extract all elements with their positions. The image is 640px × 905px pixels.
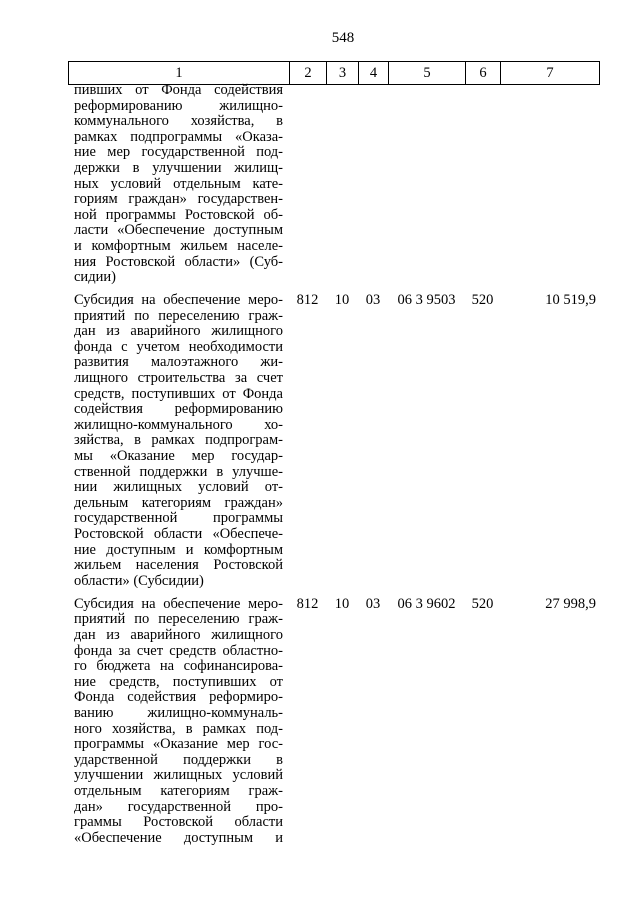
cell-ministry-code: 812 bbox=[296, 292, 319, 309]
description-line: развития малоэтажного жи- bbox=[74, 354, 283, 371]
description-line: ние мер государственной под- bbox=[74, 144, 283, 161]
cell-section: 10 bbox=[334, 292, 350, 309]
description-line: мы «Оказание мер государ- bbox=[74, 448, 283, 465]
description-line: нии жилищных условий от- bbox=[74, 479, 283, 496]
description-line: ственной поддержки в улучше- bbox=[74, 463, 283, 480]
description-line: Субсидия на обеспечение меро- bbox=[74, 595, 283, 612]
description-line: ние доступным и комфортным bbox=[74, 541, 283, 558]
row-description bbox=[68, 83, 289, 286]
column-header-3: 3 bbox=[326, 62, 358, 84]
description-line: ных условий отдельным кате- bbox=[74, 175, 283, 192]
description-line: приятий по переселению граж- bbox=[74, 307, 283, 324]
column-header-7: 7 bbox=[500, 62, 600, 84]
cell-expense-type bbox=[465, 83, 500, 286]
description-line: граммы Ростовской области bbox=[74, 814, 283, 831]
cell-ministry-code bbox=[289, 83, 326, 286]
cell-amount: 27 998,9 bbox=[545, 595, 596, 612]
description-line: области» (Субсидии) bbox=[74, 572, 204, 589]
table-row bbox=[68, 597, 600, 847]
description-line: содействия реформированию bbox=[74, 401, 283, 418]
description-line: рамках подпрограммы «Оказа- bbox=[74, 128, 283, 145]
column-header-2: 2 bbox=[289, 62, 326, 84]
description-line: реформированию жилищно- bbox=[74, 97, 283, 114]
column-header-5: 5 bbox=[388, 62, 465, 84]
description-line: ной программы Ростовской об- bbox=[74, 206, 283, 223]
description-line: го бюджета на софинансирова- bbox=[74, 658, 283, 675]
description-line: отдельным категориям граж- bbox=[74, 782, 283, 799]
row-description bbox=[68, 597, 289, 847]
description-line: ние средств, поступивших от bbox=[74, 673, 283, 690]
cell-expense-type: 520 bbox=[471, 292, 494, 309]
description-line: дан» государственной про- bbox=[74, 798, 283, 815]
description-line: программы «Оказание мер гос- bbox=[74, 736, 283, 753]
cell-section: 10 bbox=[334, 595, 350, 612]
description-line: ного хозяйства, в рамках под- bbox=[74, 720, 283, 737]
description-line: средств, поступивших от Фонда bbox=[74, 385, 283, 402]
description-line: пивших от Фонда содействия bbox=[74, 82, 283, 98]
column-header-1: 1 bbox=[68, 62, 289, 84]
description-line: приятий по переселению граж- bbox=[74, 611, 283, 628]
cell-target-item: 06 3 9503 bbox=[397, 292, 456, 309]
cell-amount bbox=[500, 83, 600, 286]
description-line: и комфортным жильем населе- bbox=[74, 237, 283, 254]
description-line: улучшении жилищных условий bbox=[74, 767, 283, 784]
description-line: жильем населения Ростовской bbox=[74, 557, 283, 574]
cell-ministry-code: 812 bbox=[296, 595, 319, 612]
description-line: ударственной поддержки в bbox=[74, 751, 283, 768]
description-line: ния Ростовской области» (Суб- bbox=[74, 253, 283, 270]
row-description bbox=[68, 293, 289, 589]
description-line: дельным категориям граждан» bbox=[74, 494, 283, 511]
description-line: дан из аварийного жилищного bbox=[74, 323, 283, 340]
description-line: гориям граждан» государствен- bbox=[74, 191, 283, 208]
description-line: фонда за счет средств областно- bbox=[74, 642, 283, 659]
description-line: Ростовской области «Обеспече- bbox=[74, 526, 283, 543]
cell-subsection: 03 bbox=[365, 292, 381, 309]
table-row bbox=[68, 83, 600, 286]
page-number: 548 bbox=[331, 30, 355, 46]
description-line: государственной программы bbox=[74, 510, 283, 527]
cell-section bbox=[326, 83, 358, 286]
description-line: ванию жилищно-коммуналь- bbox=[74, 704, 283, 721]
description-line: коммунального хозяйства, в bbox=[74, 113, 283, 130]
cell-subsection bbox=[358, 83, 388, 286]
description-line: зяйства, в рамках подпрограм- bbox=[74, 432, 283, 449]
table-body bbox=[68, 83, 600, 854]
cell-amount: 10 519,9 bbox=[545, 292, 596, 309]
description-line: сидии) bbox=[74, 269, 116, 286]
description-line: Субсидия на обеспечение меро- bbox=[74, 292, 283, 309]
description-line: фонда с учетом необходимости bbox=[74, 338, 283, 355]
table-row bbox=[68, 293, 600, 589]
description-line: «Обеспечение доступным и bbox=[74, 829, 283, 846]
cell-target-item bbox=[388, 83, 465, 286]
description-line: дан из аварийного жилищного bbox=[74, 626, 283, 643]
cell-target-item: 06 3 9602 bbox=[397, 595, 456, 612]
cell-subsection: 03 bbox=[365, 595, 381, 612]
column-header-4: 4 bbox=[358, 62, 388, 84]
column-header-6: 6 bbox=[465, 62, 500, 84]
description-line: держки в улучшении жилищ- bbox=[74, 159, 283, 176]
description-line: Фонда содействия реформиро- bbox=[74, 689, 283, 706]
description-line: жилищно-коммунального хо- bbox=[74, 416, 283, 433]
description-line: лищного строительства за счет bbox=[74, 370, 283, 387]
cell-expense-type: 520 bbox=[471, 595, 494, 612]
description-line: ласти «Обеспечение доступным bbox=[74, 222, 283, 239]
